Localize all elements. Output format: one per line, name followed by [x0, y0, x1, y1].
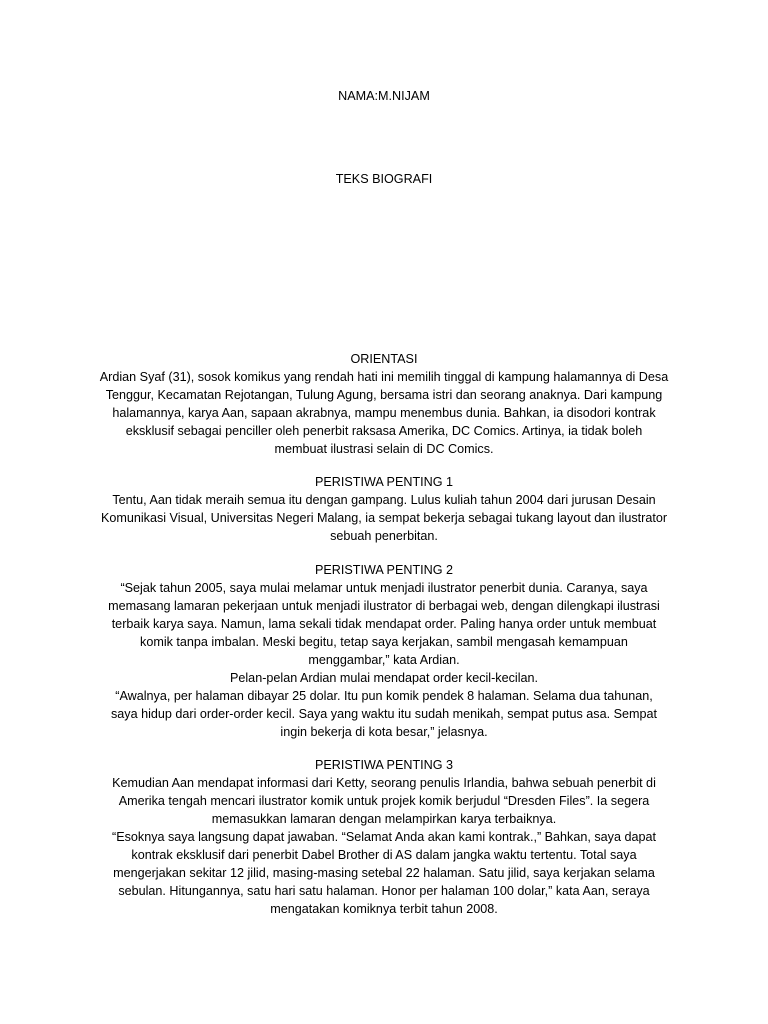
name-line: NAMA:M.NIJAM	[338, 89, 430, 103]
paragraph-line: komik tanpa imbalan. Meski begitu, tetap saya kerjakan, sambil mengasah kemampuan	[140, 635, 628, 649]
paragraph-line: eksklusif sebagai penciller oleh penerbit raksasa Amerika, DC Comics. Artinya, ia tidak boleh	[125, 424, 643, 438]
paragraph-line: sebulan. Hitungannya, satu hari satu halaman. Honor per halaman 100 dolar,” kata Aan, seraya	[118, 884, 650, 898]
paragraph-line: saya hidup dari order-order kecil. Saya yang waktu itu sudah menikah, sempat putus asa. Sempat	[110, 707, 658, 721]
section-heading-peristiwa-3: PERISTIWA PENTING 3	[314, 758, 454, 772]
paragraph-line: Komunikasi Visual, Universitas Negeri Malang, ia sempat bekerja sebagai tukang layout dan ilustrator	[100, 511, 668, 525]
document-title: TEKS BIOGRAFI	[335, 172, 433, 186]
paragraph-line: membuat ilustrasi selain di DC Comics.	[274, 442, 494, 456]
section-heading-peristiwa-1: PERISTIWA PENTING 1	[314, 475, 454, 489]
paragraph-line: Ardian Syaf (31), sosok komikus yang rendah hati ini memilih tinggal di kampung halamannya di Desa	[99, 370, 669, 384]
paragraph-line: Amerika tengah mencari ilustrator komik untuk projek komik berjudul “Dresden Files”. Ia segera	[118, 794, 650, 808]
section-heading-orientasi: ORIENTASI	[350, 352, 418, 366]
paragraph-line: menggambar,” kata Ardian.	[308, 653, 460, 667]
paragraph-line: Pelan-pelan Ardian mulai mendapat order kecil-kecilan.	[229, 671, 539, 685]
paragraph-line: Tenggur, Kecamatan Rejotangan, Tulung Agung, bersama istri dan seorang anaknya. Dari kampung	[105, 388, 663, 402]
paragraph-line: memasukkan lamaran dengan melampirkan karya terbaiknya.	[211, 812, 557, 826]
paragraph-line: terbaik karya saya. Namun, lama sekali tidak mendapat order. Paling hanya order untuk membuat	[111, 617, 657, 631]
paragraph-line: mengatakan komiknya terbit tahun 2008.	[270, 902, 498, 916]
paragraph-line: memasang lamaran pekerjaan untuk menjadi ilustrator di berbagai web, dengan dilengkapi ilustrasi	[108, 599, 660, 613]
paragraph-line: sebuah penerbitan.	[330, 529, 438, 543]
paragraph-line: “Sejak tahun 2005, saya mulai melamar untuk menjadi ilustrator penerbit dunia. Caranya, saya	[120, 581, 648, 595]
paragraph-line: kontrak eksklusif dari penerbit Dabel Brother di AS dalam jangka waktu tertentu. Total saya	[131, 848, 637, 862]
paragraph-line: ingin bekerja di kota besar,” jelasnya.	[280, 725, 488, 739]
paragraph-line: mengerjakan sekitar 12 jilid, masing-masing setebal 22 halaman. Satu jilid, saya kerjakan selama	[113, 866, 655, 880]
paragraph-line: halamannya, karya Aan, sapaan akrabnya, mampu menembus dunia. Bahkan, ia disodori kontrak	[112, 406, 656, 420]
paragraph-line: Tentu, Aan tidak meraih semua itu dengan gampang. Lulus kuliah tahun 2004 dari jurusan Desain	[112, 493, 656, 507]
paragraph-line: Kemudian Aan mendapat informasi dari Ketty, seorang penulis Irlandia, bahwa sebuah penerbit di	[112, 776, 656, 790]
paragraph-line: “Esoknya saya langsung dapat jawaban. “Selamat Anda akan kami kontrak.,” Bahkan, saya dapat	[112, 830, 656, 844]
section-heading-peristiwa-2: PERISTIWA PENTING 2	[314, 563, 454, 577]
paragraph-line: “Awalnya, per halaman dibayar 25 dolar. Itu pun komik pendek 8 halaman. Selama dua tahunan,	[115, 689, 653, 703]
